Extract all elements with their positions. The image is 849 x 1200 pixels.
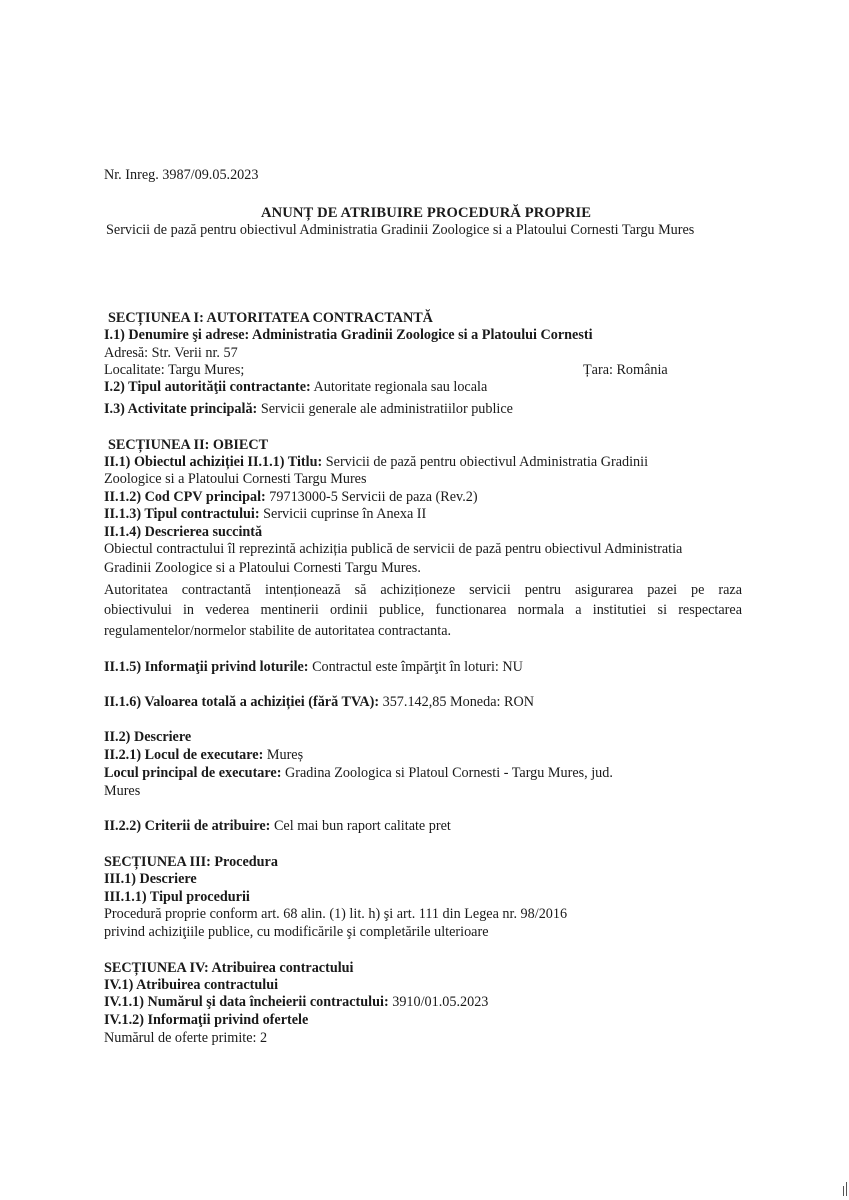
scan-mark xyxy=(846,1182,847,1196)
main-activity-label: I.3) Activitate principală: xyxy=(104,401,258,417)
offers-info-heading: IV.1.2) Informaţii privind ofertele xyxy=(104,1012,309,1028)
main-activity-value: Servicii generale ale administratiilor publice xyxy=(257,401,513,417)
short-description-heading: II.1.4) Descrierea succintă xyxy=(104,524,263,540)
contract-number-date xyxy=(104,994,488,1012)
procedure-legal-basis-cont: privind achiziţiile publice, cu modificările şi completările ulterioare xyxy=(104,924,489,940)
procurement-object-value: Servicii de pază pentru obiectivul Administratia Gradinii xyxy=(322,454,649,470)
lots-info xyxy=(104,659,523,677)
authority-locality: Localitate: Targu Mures; xyxy=(104,362,245,378)
authority-type-label: I.2) Tipul autorităţii contractante: xyxy=(104,379,311,395)
main-execution-place xyxy=(104,765,613,783)
section-2-heading: SECȚIUNEA II: OBIECT xyxy=(108,437,269,453)
authority-type-value: Autoritate regionala sau locala xyxy=(310,379,488,395)
execution-place xyxy=(104,747,303,765)
description-line: Obiectul contractului îl reprezintă achiziția publică de servicii de pază pentru obiectivul Administratia xyxy=(104,541,683,557)
procedure-description-heading: III.1) Descriere xyxy=(104,871,197,887)
execution-place-label: II.2.1) Locul de executare: xyxy=(104,747,264,763)
description-line: Autoritatea contractantă intenționează să achiziționeze servicii pentru asigurarea pazei pe raza xyxy=(104,582,742,598)
execution-place-value: Mureș xyxy=(263,747,304,763)
procurement-object xyxy=(104,454,648,472)
procedure-legal-basis: Procedură proprie conform art. 68 alin. (1) lit. h) şi art. 111 din Legea nr. 98/2016 xyxy=(104,906,568,922)
award-criteria xyxy=(104,818,451,836)
contract-type xyxy=(104,506,426,524)
total-value-amount: 357.142,85 Moneda: RON xyxy=(379,694,534,710)
contract-type-label: II.1.3) Tipul contractului: xyxy=(104,506,260,522)
lots-info-label: II.1.5) Informaţii privind loturile: xyxy=(104,659,309,675)
procedure-type-heading: III.1.1) Tipul procedurii xyxy=(104,889,250,905)
authority-name: I.1) Denumire şi adrese: Administratia Gradinii Zoologice si a Platoului Cornesti xyxy=(104,327,593,343)
offers-count: Numărul de oferte primite: 2 xyxy=(104,1030,268,1046)
section-4-heading: SECȚIUNEA IV: Atribuirea contractului xyxy=(104,960,354,976)
contract-type-value: Servicii cuprinse în Anexa II xyxy=(259,506,427,522)
award-criteria-value: Cel mai bun raport calitate pret xyxy=(270,818,451,834)
contract-number-date-label: IV.1.1) Numărul şi data încheierii contractului: xyxy=(104,994,389,1010)
document-title: ANUNȚ DE ATRIBUIRE PROCEDURĂ PROPRIE xyxy=(261,205,592,221)
description-line: regulamentelor/normelor stabilite de autoritatea contractanta. xyxy=(104,623,452,639)
main-activity xyxy=(104,401,513,419)
authority-country: Țara: România xyxy=(583,362,668,378)
section-3-heading: SECȚIUNEA III: Procedura xyxy=(104,854,278,870)
lots-info-value: Contractul este împărţit în loturi: NU xyxy=(308,659,523,675)
scan-mark xyxy=(843,1186,844,1196)
description-line: obiectivului in vederea mentinerii ordinii publice, functionarea normala a institutiei si respectarea xyxy=(104,602,742,618)
total-value xyxy=(104,694,534,712)
procurement-object-cont: Zoologice si a Platoului Cornesti Targu Mures xyxy=(104,471,367,487)
document-subtitle: Servicii de pază pentru obiectivul Administratia Gradinii Zoologice si a Platoului Cornesti Targu Mures xyxy=(106,222,695,238)
authority-type xyxy=(104,379,487,397)
main-execution-place-value: Gradina Zoologica si Platoul Cornesti - Targu Mures, jud. xyxy=(281,765,613,781)
award-criteria-label: II.2.2) Criterii de atribuire: xyxy=(104,818,271,834)
cpv-code-value: 79713000-5 Servicii de paza (Rev.2) xyxy=(265,489,478,505)
main-execution-place-cont: Mures xyxy=(104,783,141,799)
description-line: Gradinii Zoologice si a Platoului Cornesti Targu Mures. xyxy=(104,560,421,576)
main-execution-place-label: Locul principal de executare: xyxy=(104,765,282,781)
total-value-label: II.1.6) Valoarea totală a achiziției (fără TVA): xyxy=(104,694,380,710)
procurement-object-label: II.1) Obiectul achiziției II.1.1) Titlu: xyxy=(104,454,323,470)
contract-number-date-value: 3910/01.05.2023 xyxy=(388,994,489,1010)
cpv-code xyxy=(104,489,478,507)
section-1-heading: SECȚIUNEA I: AUTORITATEA CONTRACTANTĂ xyxy=(108,310,433,326)
registration-number: Nr. Inreg. 3987/09.05.2023 xyxy=(104,167,259,183)
description-heading: II.2) Descriere xyxy=(104,729,192,745)
cpv-code-label: II.1.2) Cod CPV principal: xyxy=(104,489,266,505)
authority-address: Adresă: Str. Verii nr. 57 xyxy=(104,345,238,361)
contract-award-heading: IV.1) Atribuirea contractului xyxy=(104,977,279,993)
